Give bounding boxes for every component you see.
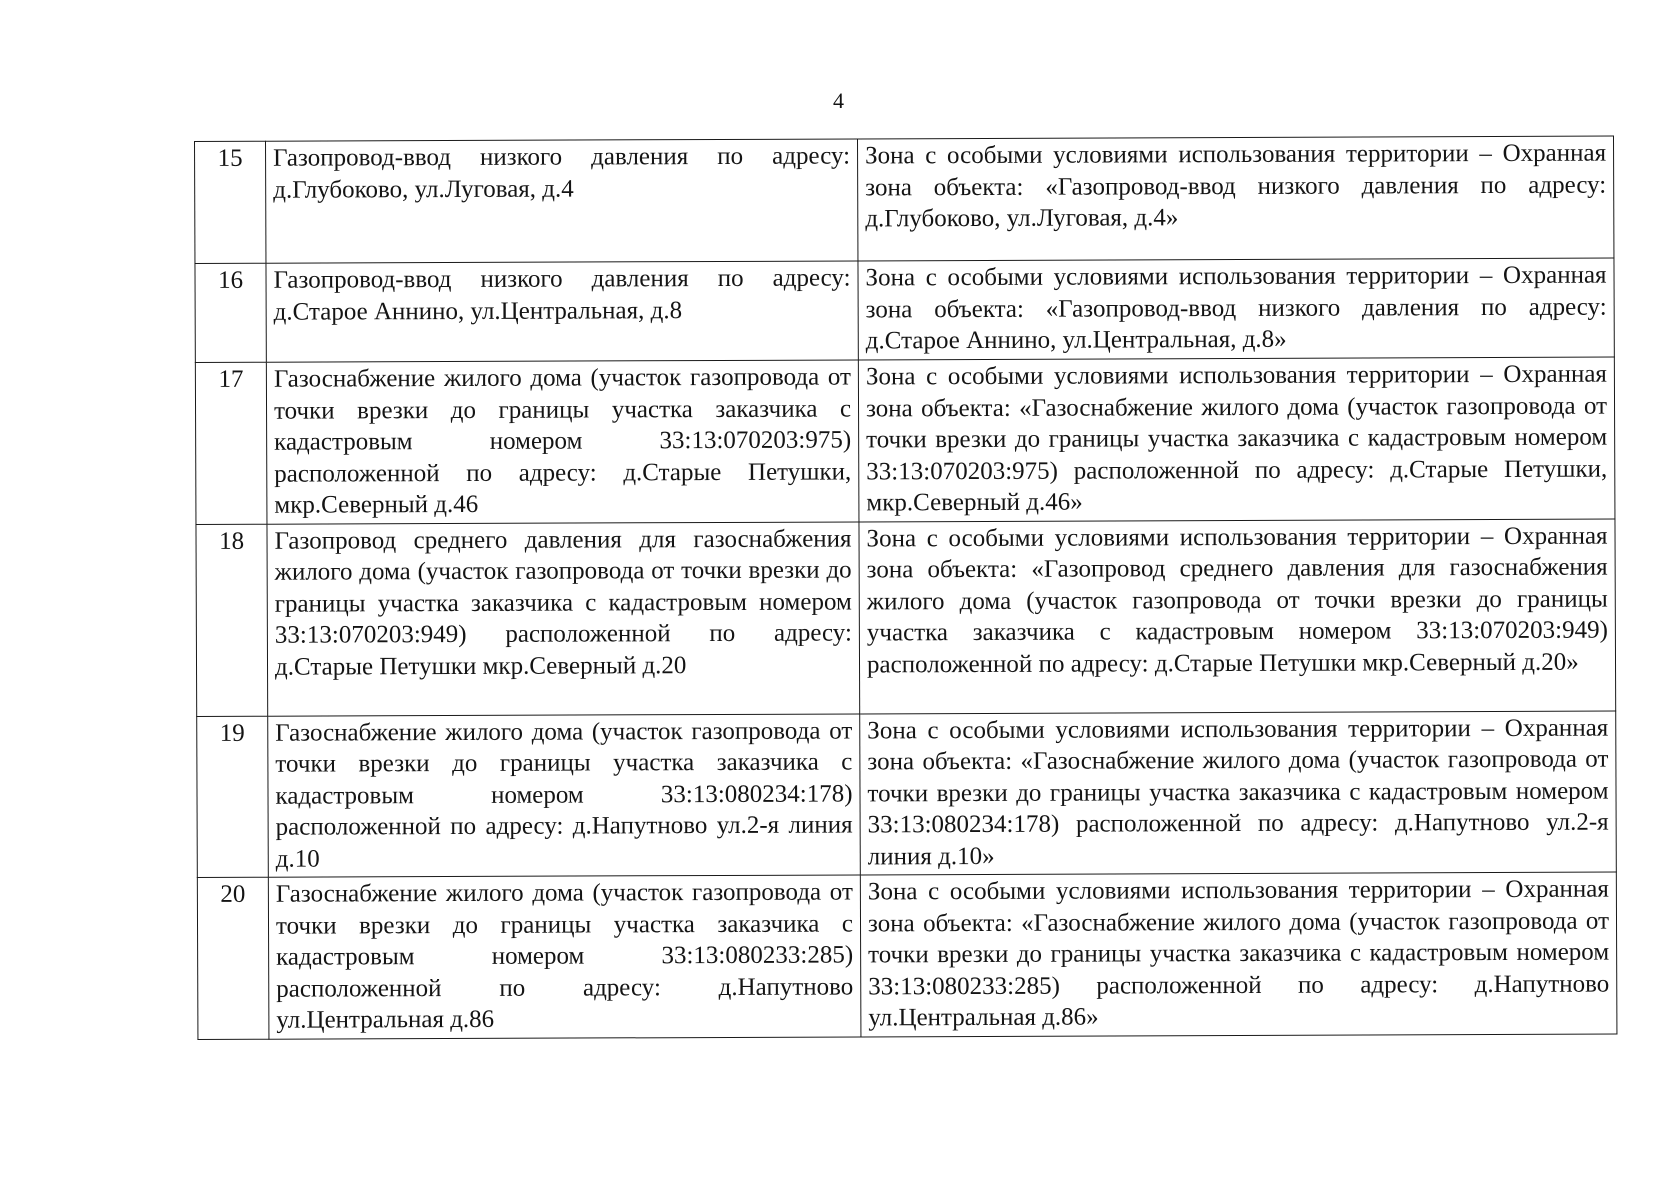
zone-description: Зона с особыми условиями использования территории – Охранная зона объекта: «Газопровод-ввод низкого давления по адресу: д.Старое Аннино, ул.Центральная, д.8» [858, 258, 1614, 360]
object-description: Газоснабжение жилого дома (участок газопровода от точки врезки до границы участка заказчика с кадастровым номером 33:13:070203:975) расположенной по адресу: д.Старые Петушки, мкр.Северный д.46 [266, 360, 859, 524]
zone-description: Зона с особыми условиями использования территории – Охранная зона объекта: «Газоснабжение жилого дома (участок газопровода от точки врезки до границы участка заказчика с кадастровым номером 33:13:080233:285) расположенной по адресу: д.Напутново ул.Центральная д.86» [860, 872, 1617, 1036]
object-description: Газопровод-ввод низкого давления по адресу: д.Глубоково, ул.Луговая, д.4 [266, 139, 858, 263]
zone-description: Зона с особыми условиями использования территории – Охранная зона объекта: «Газоснабжение жилого дома (участок газопровода от точки врезки до границы участка заказчика с кадастровым номером 33:13:080234:178) расположенной по адресу: д.Напутново ул.2-я линия д.10» [860, 711, 1617, 875]
row-number: 16 [195, 263, 266, 362]
zone-description: Зона с особыми условиями использования территории – Охранная зона объекта: «Газопровод-ввод низкого давления по адресу: д.Глубоково, ул.Луговая, д.4» [857, 136, 1613, 261]
table-row [197, 872, 1617, 1039]
zone-description: Зона с особыми условиями использования территории – Охранная зона объекта: «Газопровод среднего давления для газоснабжения жилого дома (участок газопровода от точки врезки до границы участка заказчика с кадастровым номером 33:13:070203:949) расположенной по адресу: д.Старые Петушки мкр.Северный д.20» [859, 519, 1616, 714]
table-row [196, 519, 1616, 716]
row-number: 19 [197, 716, 269, 878]
table-row [197, 711, 1617, 878]
row-number: 18 [196, 524, 268, 716]
zone-description: Зона с особыми условиями использования территории – Охранная зона объекта: «Газоснабжение жилого дома (участок газопровода от точки врезки до границы участка заказчика с кадастровым номером 33:13:070203:975) расположенной по адресу: д.Старые Петушки, мкр.Северный д.46» [858, 357, 1615, 521]
page-number: 4 [833, 88, 844, 113]
table-row [195, 136, 1614, 263]
table-row [195, 357, 1615, 524]
object-description: Газоснабжение жилого дома (участок газопровода от точки врезки до границы участка заказчика с кадастровым номером 33:13:080234:178) расположенной по адресу: д.Напутново ул.2-я линия д.10 [268, 713, 861, 877]
row-number: 15 [195, 141, 266, 263]
object-description: Газоснабжение жилого дома (участок газопровода от точки врезки до границы участка заказчика с кадастровым номером 33:13:080233:285) расположенной по адресу: д.Напутново ул.Центральная д.86 [268, 875, 861, 1039]
table-row [195, 258, 1614, 362]
zones-table [194, 136, 1617, 1040]
object-description: Газопровод среднего давления для газоснабжения жилого дома (участок газопровода от точки врезки до границы участка заказчика с кадастровым номером 33:13:070203:949) расположенной по адресу: д.Старые Петушки мкр.Северный д.20 [267, 521, 860, 715]
row-number: 20 [197, 877, 269, 1039]
object-description: Газопровод-ввод низкого давления по адресу: д.Старое Аннино, ул.Центральная, д.8 [266, 261, 858, 362]
row-number: 17 [195, 362, 267, 524]
